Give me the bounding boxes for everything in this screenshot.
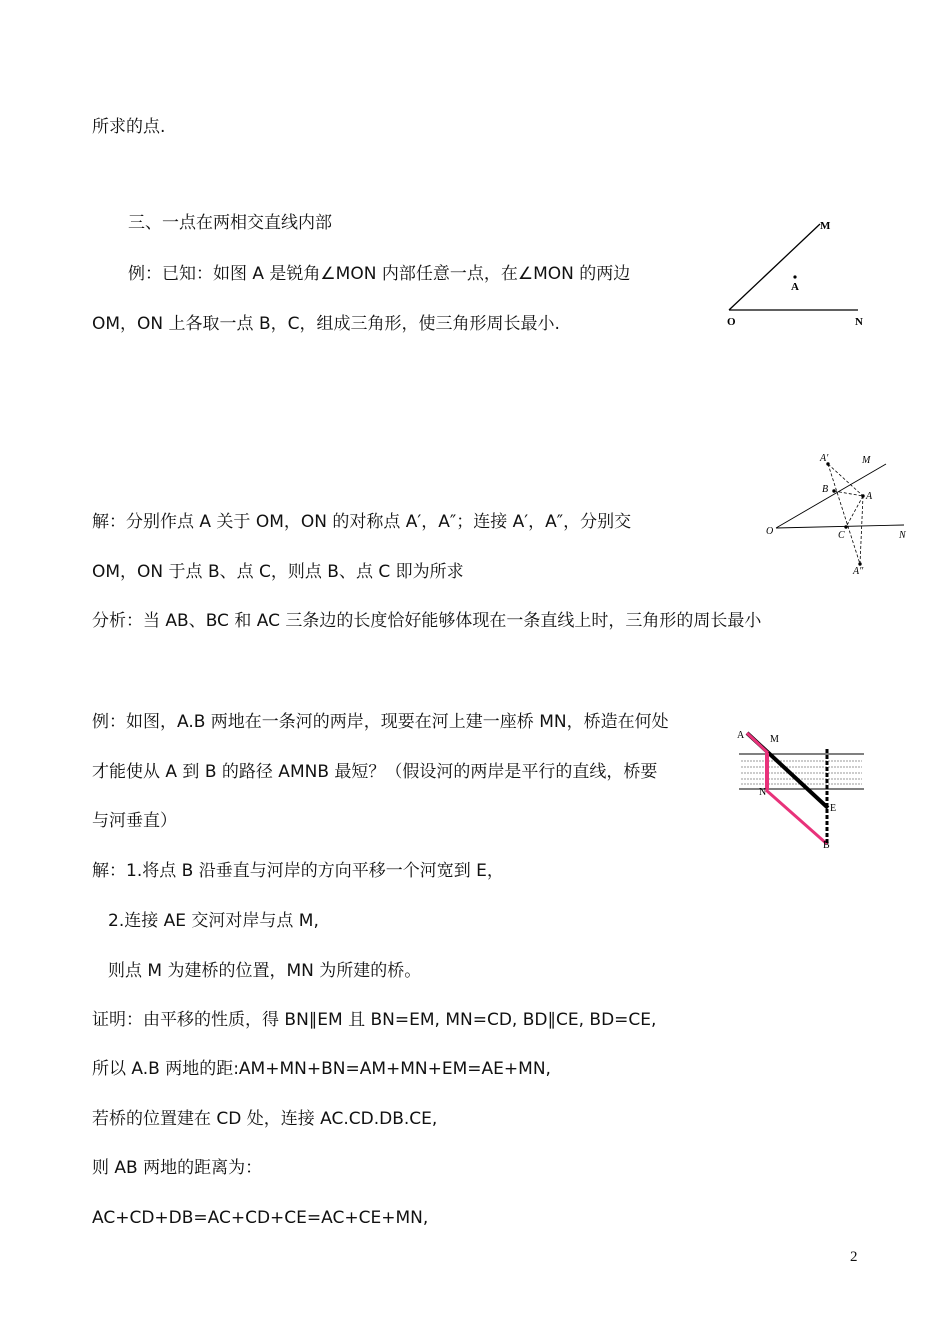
label-e: E — [830, 803, 837, 814]
label-n: N — [899, 530, 906, 541]
label-a1: A′ — [820, 453, 829, 464]
label-b: B — [823, 840, 830, 851]
point-b — [832, 489, 835, 492]
text-line-6: OM，ON 于点 B、点 C，则点 B、点 C 即为所求 — [92, 562, 464, 582]
label-o: O — [766, 526, 774, 537]
text-line-3: 例：已知：如图 A 是锐角∠MON 内部任意一点，在∠MON 的两边 — [128, 264, 631, 284]
label-c: C — [838, 530, 845, 541]
label-o: O — [727, 316, 736, 328]
label-m: M — [770, 734, 779, 745]
label-m: M — [862, 455, 871, 466]
label-m: M — [820, 220, 831, 232]
text-line-9: 才能使从 A 到 B 的路径 AMNB 最短？（假设河的两岸是平行的直线，桥要 — [92, 762, 658, 782]
text-line-15: 所以 A.B 两地的距:AM+MN+BN=AM+MN+EM=AE+MN, — [92, 1059, 551, 1079]
text-line-5: 解：分别作点 A 关于 OM，ON 的对称点 A′，A″；连接 A′，A″，分别交 — [92, 512, 632, 532]
point-a — [861, 494, 864, 497]
page-number: 2 — [850, 1249, 858, 1265]
text-line-16: 若桥的位置建在 CD 处，连接 AC.CD.DB.CE, — [92, 1109, 438, 1129]
segment-a-a2 — [860, 496, 863, 564]
text-line-17: 则 AB 两地的距离为： — [92, 1158, 263, 1178]
label-a2: A″ — [853, 566, 864, 577]
text-line-13: 则点 M 为建桥的位置，MN 为所建的桥。 — [108, 961, 422, 981]
segment-ac — [846, 496, 863, 527]
text-line-18: AC+CD+DB=AC+CD+CE=AC+CE+MN, — [92, 1208, 429, 1228]
ray-on — [776, 525, 904, 528]
text-line-11: 解：1.将点 B 沿垂直与河岸的方向平移一个河宽到 E， — [92, 861, 504, 881]
label-a: A — [737, 730, 745, 741]
angle-mon-figure — [722, 214, 872, 330]
text-line-4: OM，ON 上各取一点 B，C，组成三角形，使三角形周长最小. — [92, 314, 560, 334]
text-line-10: 与河垂直） — [92, 811, 177, 831]
label-a: A — [866, 491, 873, 502]
text-line-14: 证明：由平移的性质，得 BN∥EM 且 BN=EM, MN=CD, BD∥CE, BD=CE, — [92, 1010, 657, 1030]
label-a: A — [791, 281, 799, 293]
text-line-1: 所求的点. — [92, 117, 166, 137]
reflection-figure — [762, 448, 914, 578]
text-line-8: 例：如图，A.B 两地在一条河的两岸，现要在河上建一座桥 MN，桥造在何处 — [92, 712, 669, 732]
section-heading: 三、一点在两相交直线内部 — [128, 213, 332, 233]
label-n: N — [855, 316, 863, 328]
segment-am — [747, 733, 768, 753]
label-n: N — [759, 787, 767, 798]
river-bridge-figure — [735, 722, 870, 852]
text-line-7: 分析：当 AB、BC 和 AC 三条边的长度恰好能够体现在一条直线上时，三角形的周长最小 — [92, 611, 762, 631]
point-c — [844, 525, 847, 528]
ray-om — [729, 224, 820, 310]
text-line-12: 2.连接 AE 交河对岸与点 M, — [108, 911, 319, 931]
label-b: B — [822, 484, 829, 495]
point-a-dot — [793, 275, 796, 278]
